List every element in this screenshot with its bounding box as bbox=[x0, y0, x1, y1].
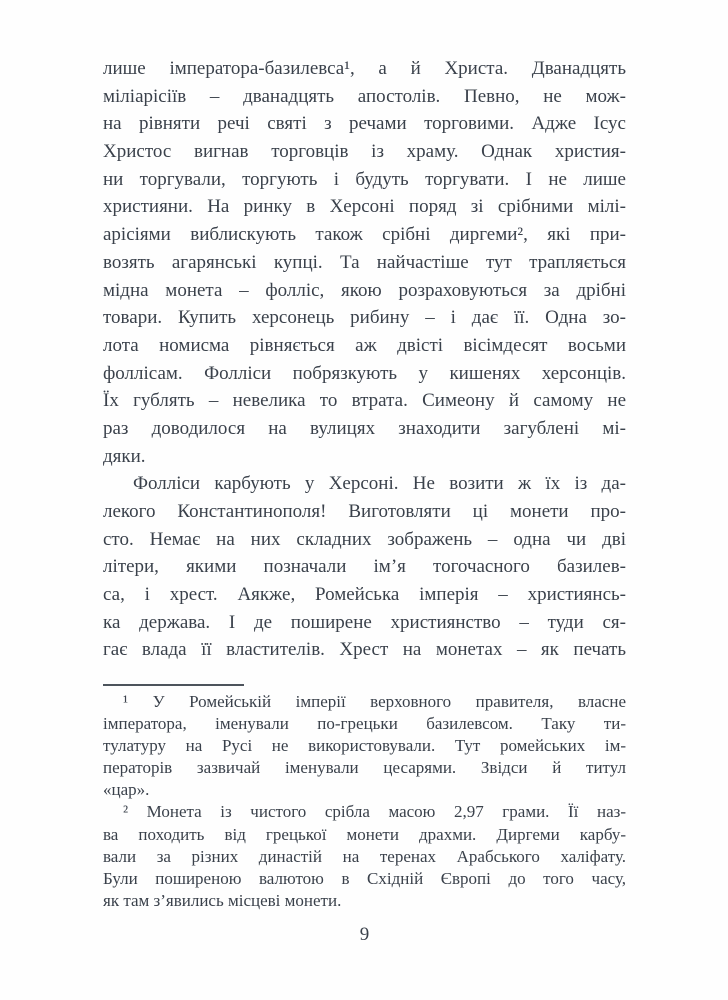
text-line: християни. На ринку в Херсоні поряд зі срібними мілі- bbox=[103, 196, 626, 218]
text-line: гає влада її властителів. Хрест на монетах – як печать bbox=[103, 639, 626, 661]
text-line: Були поширеною валютою в Східній Європі до того часу, bbox=[103, 868, 626, 888]
text-line: сто. Немає на них складних зображень – одна чи дві bbox=[103, 528, 626, 550]
text-line: мідна монета – фолліс, якою розраховуються за дрібні bbox=[103, 279, 626, 301]
text-line: лекого Константинополя! Виготовляти ці монети про- bbox=[103, 501, 626, 522]
paragraph-folles-minting bbox=[103, 470, 626, 664]
footnote-2-dirham bbox=[103, 801, 626, 911]
text-line: ¹ У Ромейській імперії верховного правителя, власне bbox=[123, 692, 626, 711]
text-line: літери, якими позначали ім’я тогочасного базилев- bbox=[103, 556, 626, 578]
text-line: ни торгували, торгують і будуть торгувати. І не лише bbox=[103, 168, 626, 190]
text-line: дяки. bbox=[103, 445, 146, 467]
text-line: тулатуру на Русі не використовували. Тут ромейських ім- bbox=[103, 736, 626, 756]
text-line: товари. Купить херсонець рибину – і дає її. Одна зо- bbox=[103, 307, 626, 329]
text-line: ка держава. І де поширене християнство – туди ся- bbox=[103, 611, 626, 633]
text-line: фоллісам. Фолліси побрязкують у кишенях херсонців. bbox=[103, 362, 626, 384]
footnote-1-basileus bbox=[103, 691, 626, 801]
text-line: ² Монета із чистого срібла масою 2,97 грами. Її наз- bbox=[123, 802, 626, 822]
text-line: са, і хрест. Аякже, Ромейська імперія – християнсь- bbox=[103, 584, 626, 606]
footnote-separator bbox=[103, 684, 244, 686]
text-line: раз доводилося на вулицях знаходити загублені мі- bbox=[103, 417, 626, 439]
text-line: як там з’явились місцеві монети. bbox=[103, 890, 342, 910]
text-line: Христос вигнав торговців із храму. Однак христия- bbox=[103, 141, 626, 163]
text-line: Їх гублять – невелика то втрата. Симеону й самому не bbox=[103, 390, 626, 412]
page-number: 9 bbox=[359, 924, 370, 945]
text-line: арісіями виблискують також срібні диргеми², які при- bbox=[103, 224, 626, 246]
text-line: «цар». bbox=[103, 780, 150, 800]
text-line: лота номисма рівняється аж двісті вісімдесят восьми bbox=[103, 334, 626, 356]
text-line: на рівняти речі святі з речами торговими. Адже Ісус bbox=[103, 113, 626, 135]
footnotes-block bbox=[103, 691, 626, 912]
text-line: імператора, іменували по-грецьки базилевсом. Таку ти- bbox=[103, 714, 626, 734]
text-line: возять агарянські купці. Та найчастіше тут трапляється bbox=[103, 251, 626, 273]
text-line: ператорів зазвичай іменували цесарями. Звідси й титул bbox=[103, 758, 626, 778]
paragraph-continuation bbox=[103, 55, 626, 470]
text-line: ва походить від грецької монети драхми. Диргеми карбу- bbox=[103, 824, 626, 844]
text-line: лише імператора-базилевса¹, а й Христа. Дванадцять bbox=[103, 58, 626, 79]
text-line: вали за різних династій на теренах Арабського халіфату. bbox=[103, 846, 626, 866]
body-text bbox=[103, 55, 626, 664]
text-line: міліарісіїв – дванадцять апостолів. Певно, не мож- bbox=[103, 85, 626, 107]
text-line: Фолліси карбують у Херсоні. Не возити ж їх із да- bbox=[133, 473, 626, 495]
